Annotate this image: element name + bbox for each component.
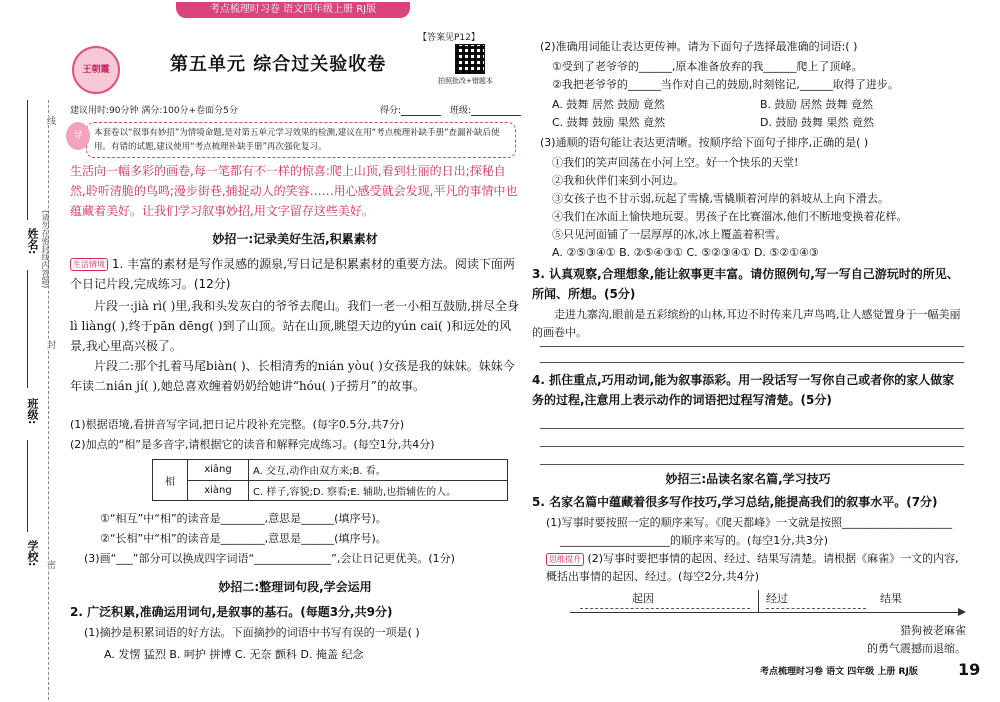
q1-text: 1. 丰富的素材是写作灵感的源泉,写日记是积累素材的重要方法。阅读下面两个日记片段,完成练习。(12分) bbox=[70, 257, 515, 291]
class-field bbox=[450, 103, 521, 116]
cause-label: 起因 bbox=[632, 592, 654, 605]
name-label: 姓名: bbox=[26, 228, 39, 255]
seal-tag-secret: 密 bbox=[45, 560, 55, 569]
q5-2-text: (2)写事时要把事情的起因、经过、结果写清楚。请根据《麻雀》一文的内容,概括出事情的起因、经过。(每空2分,共4分) bbox=[546, 552, 959, 583]
footer-text: 考点梳理时习卷 语文 四年级 上册 RJ版 bbox=[760, 667, 918, 677]
answer-line[interactable] bbox=[540, 362, 964, 363]
arrow-right-icon bbox=[958, 608, 966, 616]
process-label: 经过 bbox=[766, 592, 788, 605]
question-4: 4. 抓住重点,巧用动词,能为叙事添彩。用一段话写一写你自己或者你的家人做家务的过程,注意用上表示动作的词语把过程写清楚。(5分) bbox=[532, 373, 955, 407]
q2-2-option-a: A. 鼓舞 居然 鼓励 竟然 bbox=[552, 98, 665, 111]
q2-part-3: (3)通顺的语句能让表达更清晰。按顺序给下面句子排序,正确的是( ) bbox=[540, 136, 869, 149]
exam-meta: 建议用时:90分钟 满分:100分+卷面分5分 bbox=[70, 106, 238, 116]
q1-tag: 生活情境 bbox=[70, 258, 108, 271]
question-1 bbox=[70, 254, 520, 294]
q2-2-option-d: D. 鼓励 鼓舞 果然 竟然 bbox=[760, 116, 874, 129]
cause-blank[interactable] bbox=[580, 608, 750, 609]
page-number: 19 bbox=[958, 660, 981, 679]
question-5: 5. 名家名篇中蕴藏着很多写作技巧,学习总结,能提高我们的叙事水平。(7分) bbox=[532, 495, 938, 509]
q1-part-3: (3)画“___”部分可以换成四字词语“______________”,会让日记更优美。(1分) bbox=[84, 552, 455, 565]
result-label: 结果 bbox=[880, 592, 902, 605]
qr-code-icon bbox=[455, 44, 485, 74]
seal-tag-line: 线 bbox=[45, 116, 55, 125]
top-banner: 考点梳理时习卷 语文四年级上册 RJ版 bbox=[176, 2, 410, 18]
binding-line bbox=[48, 100, 49, 700]
timeline-arrow bbox=[570, 612, 960, 613]
sentence-4: ④我们在冰面上愉快地玩耍。男孩子在比赛溜冰,他们不断地变换着花样。 bbox=[552, 210, 908, 223]
q2-part-1: (1)摘抄是积累词语的好方法。下面摘抄的词语中书写有误的一项是( ) bbox=[84, 626, 420, 639]
q2-3-options: A. ②⑤③④① B. ②⑤④③① C. ⑤②③④① D. ⑤②①④③ bbox=[552, 246, 819, 259]
qr-caption: 拍照批改+错题本 bbox=[438, 77, 493, 85]
score-label: 得分: bbox=[380, 106, 402, 116]
section-heading-3: 妙招三:品读名家名篇,学习技巧 bbox=[665, 472, 831, 486]
seal-note: (请勿在密封线内答题) bbox=[41, 210, 50, 289]
q5-part-1: (1)写事时要按照一定的顺序来写。《爬天都峰》一文就是按照____________________ bbox=[546, 516, 953, 529]
sentence-5: ⑤只见河面铺了一层厚厚的冰,冰上覆盖着积雪。 bbox=[552, 228, 787, 241]
guide-mascot-icon: 导 bbox=[66, 122, 90, 150]
answer-line[interactable] bbox=[540, 428, 964, 429]
sentence-1: ①我们的笑声回荡在小河上空。好一个快乐的天堂! bbox=[552, 156, 799, 169]
process-blank[interactable] bbox=[766, 608, 866, 609]
name-blank bbox=[27, 100, 28, 220]
timeline-divider bbox=[758, 590, 759, 612]
q1-2b: ②“长相”中“相”的读音是________,意思是______(填序号)。 bbox=[100, 532, 387, 545]
question-3: 3. 认真观察,合理想象,能让叙事更丰富。请仿照例句,写一写自己游玩时的所见、所闻、所想。(5分) bbox=[532, 267, 959, 301]
q3-example: 走进九寨沟,眼前是五彩缤纷的山林,耳边不时传来几声鸟鸣,让人感觉置身于一幅美丽的画卷中。 bbox=[532, 308, 961, 339]
q1-part-1: (1)根据语境,看拼音写字词,把日记片段补充完整。(每字0.5分,共7分) bbox=[70, 418, 405, 431]
answer-line[interactable] bbox=[540, 464, 964, 465]
q2-2-option-c: C. 鼓舞 鼓励 果然 竟然 bbox=[552, 116, 666, 129]
class-blank bbox=[27, 270, 28, 388]
table-pinyin-2: xiàng bbox=[188, 480, 249, 501]
class-side-label: 班级: bbox=[26, 398, 39, 425]
diary-fragment-2: 片段二:那个扎着马尾biàn( )、长相清秀的nián yòu( )女孩是我的妹妹。妹妹今年读二nián jí( ),她总喜欢缠着奶奶给她讲“hóu( )子捞月”的故事。 bbox=[70, 359, 515, 393]
school-blank bbox=[27, 440, 28, 532]
xiang-pronunciation-table bbox=[152, 459, 508, 501]
section-heading-1: 妙招一:记录美好生活,积累素材 bbox=[212, 232, 378, 246]
table-def-1: A. 交互,动作由双方来;B. 看。 bbox=[249, 460, 508, 481]
scenario-paragraph: 生活向一幅多彩的画卷,每一笔都有不一样的惊喜:爬上山顶,看到壮丽的日出;探秘自然,聆听清脆的鸟鸣;漫步街巷,捕捉动人的笑容……用心感受就会发现,平凡的事情中也蕴藏着美好。让我们学习叙事妙招,用文字留存这些美好。 bbox=[70, 164, 518, 218]
q1-2a: ①“相互”中“相”的读音是________,意思是______(填序号)。 bbox=[100, 512, 387, 525]
q2-2a: ①受到了老爷爷的______,原本准备放弃的我______爬上了顶峰。 bbox=[552, 60, 863, 73]
q2-2b: ②我把老爷爷的______当作对自己的鼓励,时刻铭记,______取得了进步。 bbox=[552, 78, 899, 91]
answer-line[interactable] bbox=[540, 446, 964, 447]
intro-text: 本套卷以“叙事有妙招”为情境命题,是对第五单元学习效果的检测,建议在用“考点梳理补缺手册”查漏补缺后使用。有错的试题,建议使用“考点梳理补缺手册”再次强化复习。 bbox=[94, 128, 500, 152]
score-field bbox=[380, 103, 441, 116]
section-heading-2: 妙招二:整理词句段,学会运用 bbox=[218, 580, 372, 594]
seal-tag-seal: 封 bbox=[45, 340, 55, 349]
q5-part-1b: ____________________的顺序来写的。(每空1分,共3分) bbox=[560, 534, 829, 547]
q5-part-2 bbox=[546, 550, 966, 586]
school-label: 学校: bbox=[26, 540, 39, 567]
answer-line[interactable] bbox=[540, 346, 964, 347]
class-label-text: 班级: bbox=[450, 106, 472, 116]
q1-part-2: (2)加点的“相”是多音字,请根据它的读音和解释完成练习。(每空1分,共4分) bbox=[70, 438, 435, 451]
brand-logo: 王朝霞 bbox=[72, 46, 120, 94]
sentence-2: ②我和伙伴们来到小河边。 bbox=[552, 174, 684, 187]
answer-reference: 【答案见P12】 bbox=[418, 33, 480, 43]
diary-fragment-1: 片段一:jià rì( )里,我和头发灰白的爷爷去爬山。我们一老一小相互鼓励,拼尽全身lì liàng( ),终于pān dēng( )到了山顶。站在山顶,眺望天边的yún cai( )和远处的风景,我心里高兴极了。 bbox=[70, 299, 519, 353]
table-def-2: C. 样子,容貌;D. 察看;E. 辅助,也指辅佐的人。 bbox=[249, 480, 508, 501]
table-char: 相 bbox=[153, 460, 188, 501]
result-text-2: 的勇气震撼而退缩。 bbox=[867, 642, 966, 655]
q5-2-tag: 思维提升 bbox=[546, 553, 584, 566]
q2-part-2: (2)准确用词能让表达更传神。请为下面句子选择最准确的词语:( ) bbox=[540, 40, 858, 53]
q2-2-option-b: B. 鼓励 居然 鼓舞 竟然 bbox=[760, 98, 874, 111]
result-text-1: 猎狗被老麻雀 bbox=[900, 624, 966, 637]
sentence-3: ③女孩子也不甘示弱,玩起了雪橇,雪橇顺着河岸的斜坡从上向下滑去。 bbox=[552, 192, 889, 205]
table-pinyin-1: xiāng bbox=[188, 460, 249, 481]
q2-1-options: A. 发愣 猛烈 B. 呵护 拼博 C. 无奈 颤科 D. 掩盖 纪念 bbox=[104, 648, 364, 661]
question-2: 2. 广泛积累,准确运用词句,是叙事的基石。(每题3分,共9分) bbox=[70, 605, 393, 619]
page-title: 第五单元 综合过关验收卷 bbox=[170, 54, 387, 75]
